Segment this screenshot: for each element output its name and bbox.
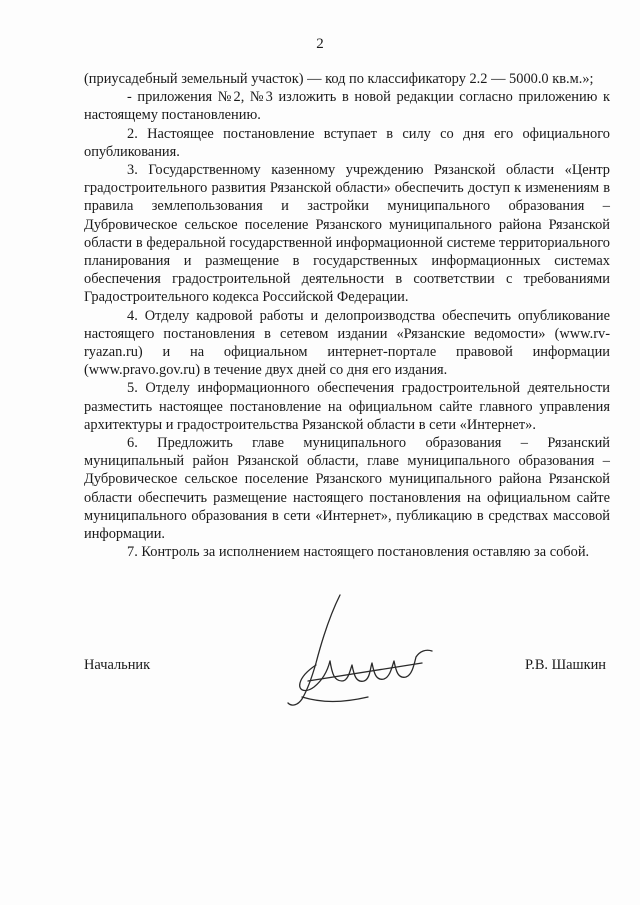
paragraph-item-2: 2. Настоящее постановление вступает в силу со дня его официального опубликования. — [84, 125, 610, 160]
page-number: 2 — [316, 36, 324, 52]
paragraph-item-7: 7. Контроль за исполнением настоящего постановления оставляю за собой. — [127, 544, 590, 561]
signatory-position: Начальник — [84, 657, 151, 673]
paragraph-item-6: 6. Предложить главе муниципального образования – Рязанский муниципальный район Рязанской области, главе муниципального образования – Дубровическое сельское поселение Рязанского муниципального района Рязанской области обеспечить размещение настоящего постановления на официальном сайте муниципального образования в сети «Интернет», публикацию в средствах массовой информации. — [84, 435, 610, 543]
document-body — [84, 70, 610, 561]
paragraph-item-4: 4. Отделу кадровой работы и делопроизводства обеспечить опубликование настоящего постановления в сетевом издании «Рязанские ведомости» (www.rv-ryazan.ru) и на официальном интернет-портале правовой информации (www.pravo.gov.ru) в течение двух дней со дня его издания. — [84, 307, 610, 379]
handwritten-signature — [272, 585, 442, 715]
paragraph-appendices: - приложения №2, №3 изложить в новой редакции согласно приложению к настоящему постановлению. — [84, 89, 610, 124]
signature-block — [84, 657, 610, 677]
paragraph-continuation: (приусадебный земельный участок) — код по классификатору 2.2 — 5000.0 кв.м.»; — [84, 71, 594, 87]
signatory-name: Р.В. Шашкин — [525, 657, 606, 673]
paragraph-item-3: 3. Государственному казенному учреждению Рязанской области «Центр градостроительного развития Рязанской области» обеспечить доступ к изменениям в правила землепользования и застройки муниципального образования – Дубровическое сельское поселение Рязанского муниципального района Рязанской области в федеральной государственной информационной системе территориального планирования и размещение в государственных информационных системах обеспечения градостроительной деятельности в соответствии с требованиями Градостроительного кодекса Российской Федерации. — [84, 162, 610, 306]
paragraph-item-5: 5. Отделу информационного обеспечения градостроительной деятельности разместить настоящее постановление на официальном сайте главного управления архитектуры и градостроительства Рязанской области в сети «Интернет». — [84, 380, 610, 433]
